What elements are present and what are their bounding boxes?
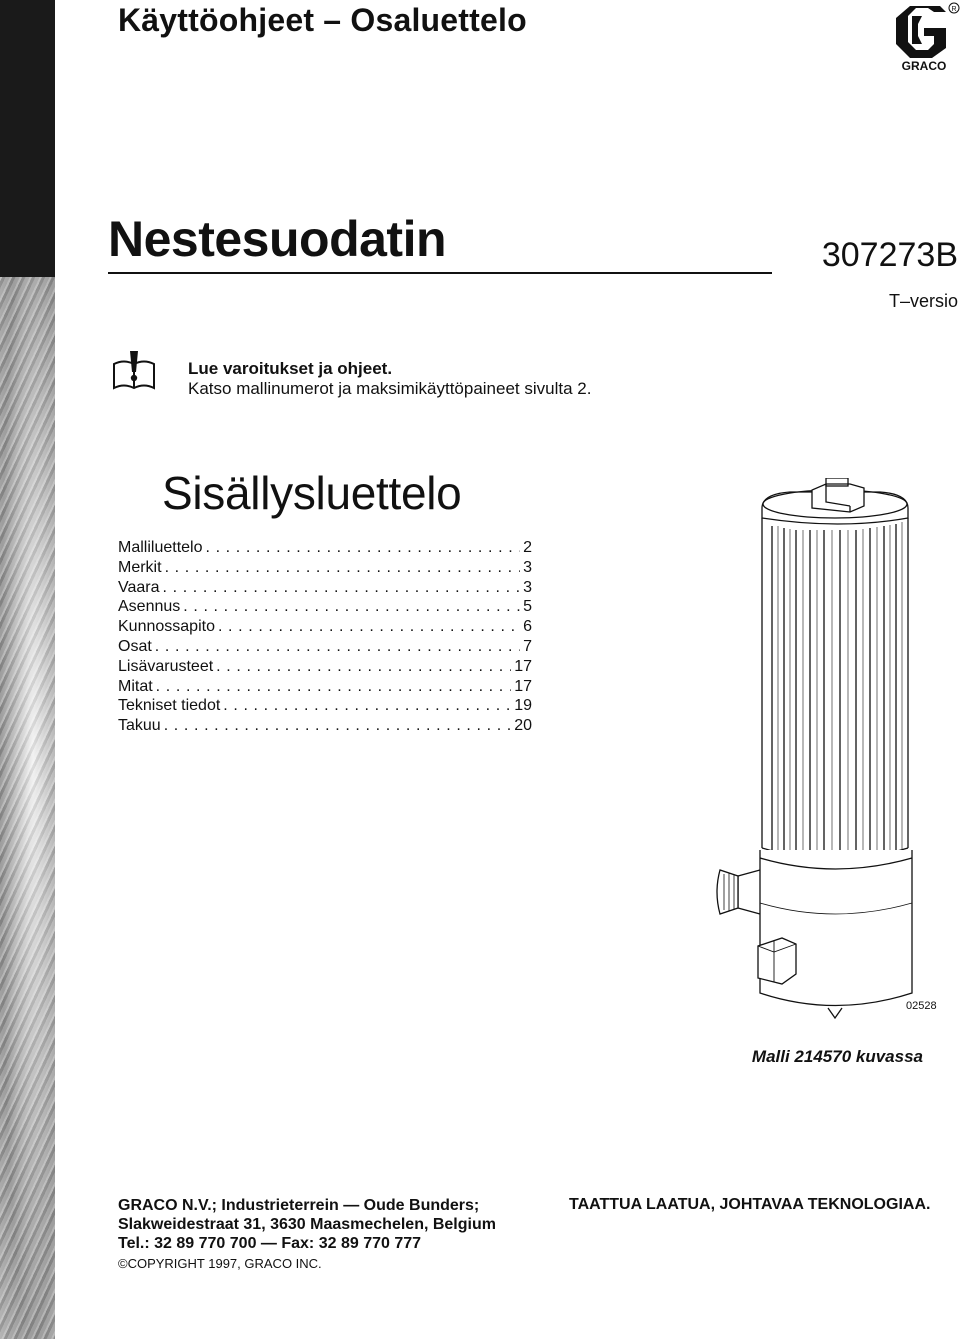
toc-item-label: Osat	[118, 637, 152, 655]
toc-item-page: 3	[523, 578, 532, 596]
toc-item-page: 3	[523, 558, 532, 576]
toc-item-label: Vaara	[118, 578, 160, 596]
toc-item-page: 20	[514, 717, 532, 735]
svg-text:R: R	[951, 6, 957, 13]
document-version: T–versio	[888, 291, 958, 311]
toc-item-label: Kunnossapito	[118, 618, 215, 636]
figure-caption: Malli 214570 kuvassa	[751, 1047, 923, 1066]
warning-line-1: Lue varoitukset ja ohjeet.	[188, 359, 393, 378]
toc-item-page: 5	[523, 598, 532, 616]
graco-logo	[888, 0, 960, 76]
toc-item-vaara[interactable]	[118, 579, 532, 599]
toc-item-label: Mitat	[118, 677, 153, 695]
graco-logo-text: GRACO	[901, 59, 947, 73]
title-divider	[108, 272, 772, 274]
toc-item-page: 17	[514, 677, 532, 695]
side-bar-black	[0, 0, 55, 277]
toc-item-osat[interactable]	[118, 638, 532, 658]
toc-item-takuu[interactable]	[118, 717, 532, 737]
toc-item-lisavarusteet[interactable]	[118, 658, 532, 678]
toc-item-page: 19	[514, 697, 532, 715]
table-of-contents	[118, 539, 532, 737]
toc-item-asennus[interactable]	[118, 598, 532, 618]
toc-heading: Sisällysluettelo	[162, 467, 462, 519]
toc-item-mitat[interactable]	[118, 678, 532, 698]
figure-id: 02528	[906, 1000, 937, 1012]
fluid-filter-illustration	[700, 478, 940, 1023]
warning-text	[188, 359, 591, 399]
toc-item-label: Takuu	[118, 717, 161, 735]
footer-slogan: TAATTUA LAATUA, JOHTAVAA TEKNOLOGIAA.	[569, 1196, 931, 1213]
toc-item-label: Merkit	[118, 558, 162, 576]
toc-item-label: Tekniset tiedot	[118, 697, 221, 715]
warning-line-2: Katso mallinumerot ja maksimikäyttöpaineet sivulta 2.	[188, 379, 592, 398]
page-header-title: Käyttöohjeet – Osaluettelo	[118, 2, 527, 38]
toc-item-label: Malliluettelo	[118, 539, 203, 556]
footer-address	[118, 1196, 496, 1273]
toc-item-kunnossapito[interactable]	[118, 618, 532, 638]
toc-item-page: 6	[523, 618, 532, 636]
toc-item-page: 7	[523, 637, 532, 655]
toc-item-merkit[interactable]	[118, 559, 532, 579]
toc-item-tekniset-tiedot[interactable]	[118, 697, 532, 717]
address-line-2: Slakweidestraat 31, 3630 Maasmechelen, Belgium	[118, 1216, 496, 1233]
toc-item-page: 2	[523, 539, 532, 556]
toc-item-label: Asennus	[118, 598, 181, 616]
toc-item-label: Lisävarusteet	[118, 657, 214, 675]
warning-manual-icon	[112, 350, 156, 392]
address-line-3: Tel.: 32 89 770 700 — Fax: 32 89 770 777	[118, 1235, 422, 1252]
document-number: 307273B	[821, 236, 958, 274]
address-line-1: GRACO N.V.; Industrieterrein — Oude Bunders;	[118, 1197, 480, 1214]
document-title: Nestesuodatin	[108, 211, 447, 267]
toc-item-malliluettelo[interactable]	[118, 539, 532, 559]
side-bar-texture	[0, 277, 55, 1339]
toc-item-page: 17	[514, 657, 532, 675]
copyright-notice: ©COPYRIGHT 1997, GRACO INC.	[118, 1256, 322, 1271]
